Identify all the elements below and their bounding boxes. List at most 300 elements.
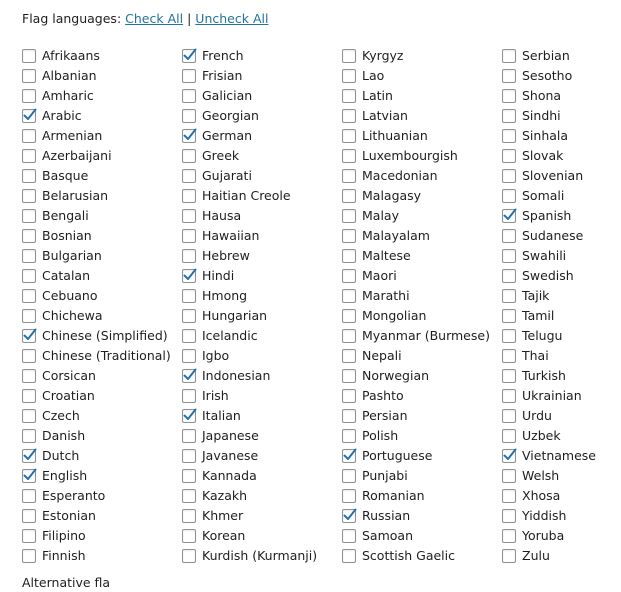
language-checkbox[interactable] bbox=[182, 269, 196, 283]
language-checkbox[interactable] bbox=[502, 329, 516, 343]
language-checkbox-grid bbox=[22, 46, 612, 566]
language-checkbox[interactable] bbox=[182, 369, 196, 383]
language-label: Croatian bbox=[42, 388, 95, 403]
language-label: Finnish bbox=[42, 548, 86, 563]
language-checkbox[interactable] bbox=[342, 49, 356, 63]
language-option[interactable] bbox=[342, 286, 502, 306]
language-label: Slovenian bbox=[522, 168, 584, 183]
language-option[interactable] bbox=[502, 386, 612, 406]
language-checkbox[interactable] bbox=[342, 269, 356, 283]
language-checkbox[interactable] bbox=[502, 289, 516, 303]
language-label: Chichewa bbox=[42, 308, 103, 323]
language-option[interactable] bbox=[342, 446, 502, 466]
language-checkbox[interactable] bbox=[22, 509, 36, 523]
language-checkbox[interactable] bbox=[182, 429, 196, 443]
language-checkbox[interactable] bbox=[342, 429, 356, 443]
language-option[interactable] bbox=[22, 306, 182, 326]
language-option[interactable] bbox=[182, 426, 342, 446]
language-option[interactable] bbox=[182, 246, 342, 266]
language-checkbox[interactable] bbox=[502, 89, 516, 103]
language-option[interactable] bbox=[342, 226, 502, 246]
language-checkbox[interactable] bbox=[22, 349, 36, 363]
language-checkbox[interactable] bbox=[342, 369, 356, 383]
language-label: Lithuanian bbox=[362, 128, 428, 143]
alternative-flags-label: Alternative fla bbox=[22, 575, 111, 590]
language-option[interactable] bbox=[182, 366, 342, 386]
language-label: Hmong bbox=[202, 288, 248, 303]
language-option[interactable] bbox=[22, 46, 182, 66]
language-checkbox[interactable] bbox=[22, 229, 36, 243]
language-option[interactable] bbox=[502, 46, 612, 66]
language-option[interactable] bbox=[342, 86, 502, 106]
checkmark-icon bbox=[22, 447, 38, 463]
language-checkbox[interactable] bbox=[182, 549, 196, 563]
language-label: Hebrew bbox=[202, 248, 250, 263]
language-label: Khmer bbox=[202, 508, 244, 523]
language-checkbox[interactable] bbox=[22, 69, 36, 83]
language-option[interactable] bbox=[502, 486, 612, 506]
language-option[interactable] bbox=[182, 406, 342, 426]
language-checkbox[interactable] bbox=[502, 269, 516, 283]
language-option[interactable] bbox=[182, 526, 342, 546]
language-label: Greek bbox=[202, 148, 240, 163]
language-option[interactable] bbox=[182, 286, 342, 306]
language-label: Gujarati bbox=[202, 168, 252, 183]
language-option[interactable] bbox=[22, 206, 182, 226]
language-label: Swahili bbox=[522, 248, 567, 263]
language-option[interactable] bbox=[22, 106, 182, 126]
language-checkbox[interactable] bbox=[502, 169, 516, 183]
language-label: Sinhala bbox=[522, 128, 569, 143]
language-option[interactable] bbox=[342, 266, 502, 286]
checkmark-icon bbox=[502, 447, 518, 463]
language-label: Polish bbox=[362, 428, 399, 443]
language-checkbox[interactable] bbox=[22, 329, 36, 343]
language-checkbox[interactable] bbox=[502, 549, 516, 563]
language-label: Norwegian bbox=[362, 368, 430, 383]
language-option[interactable] bbox=[502, 126, 612, 146]
language-checkbox[interactable] bbox=[22, 469, 36, 483]
language-label: English bbox=[42, 468, 88, 483]
language-option[interactable] bbox=[342, 166, 502, 186]
language-option[interactable] bbox=[182, 306, 342, 326]
language-label: Kazakh bbox=[202, 488, 248, 503]
language-option[interactable] bbox=[182, 506, 342, 526]
language-checkbox[interactable] bbox=[342, 89, 356, 103]
language-option[interactable] bbox=[182, 126, 342, 146]
language-option[interactable] bbox=[342, 66, 502, 86]
language-checkbox[interactable] bbox=[502, 129, 516, 143]
language-column bbox=[342, 46, 502, 566]
language-checkbox[interactable] bbox=[502, 309, 516, 323]
language-checkbox[interactable] bbox=[502, 349, 516, 363]
language-label: Malagasy bbox=[362, 188, 422, 203]
language-label: Xhosa bbox=[522, 488, 561, 503]
language-column bbox=[22, 46, 182, 566]
language-option[interactable] bbox=[22, 246, 182, 266]
language-option[interactable] bbox=[502, 506, 612, 526]
language-checkbox[interactable] bbox=[342, 309, 356, 323]
language-checkbox[interactable] bbox=[22, 309, 36, 323]
language-option[interactable] bbox=[182, 186, 342, 206]
language-label: Hindi bbox=[202, 268, 235, 283]
language-label: Somali bbox=[522, 188, 565, 203]
language-option[interactable] bbox=[342, 206, 502, 226]
language-checkbox[interactable] bbox=[342, 449, 356, 463]
language-checkbox[interactable] bbox=[502, 249, 516, 263]
language-label: Kannada bbox=[202, 468, 257, 483]
language-checkbox[interactable] bbox=[182, 449, 196, 463]
language-label: Bosnian bbox=[42, 228, 92, 243]
language-label: Maori bbox=[362, 268, 397, 283]
language-checkbox[interactable] bbox=[22, 129, 36, 143]
language-option[interactable] bbox=[182, 146, 342, 166]
language-checkbox[interactable] bbox=[502, 389, 516, 403]
language-checkbox[interactable] bbox=[22, 209, 36, 223]
language-option[interactable] bbox=[22, 446, 182, 466]
language-label: Serbian bbox=[522, 48, 570, 63]
language-checkbox[interactable] bbox=[22, 109, 36, 123]
language-option[interactable] bbox=[22, 186, 182, 206]
language-checkbox[interactable] bbox=[22, 169, 36, 183]
language-option[interactable] bbox=[502, 466, 612, 486]
language-checkbox[interactable] bbox=[182, 49, 196, 63]
language-label: Pashto bbox=[362, 388, 404, 403]
language-label: Tajik bbox=[522, 288, 550, 303]
checkmark-icon bbox=[182, 367, 198, 383]
language-checkbox[interactable] bbox=[182, 229, 196, 243]
language-option[interactable] bbox=[502, 546, 612, 566]
language-option[interactable] bbox=[22, 266, 182, 286]
language-checkbox[interactable] bbox=[22, 289, 36, 303]
language-label: Sudanese bbox=[522, 228, 584, 243]
language-label: Armenian bbox=[42, 128, 103, 143]
language-checkbox[interactable] bbox=[182, 189, 196, 203]
language-label: Uzbek bbox=[522, 428, 561, 443]
language-checkbox[interactable] bbox=[182, 489, 196, 503]
language-label: Hausa bbox=[202, 208, 242, 223]
language-checkbox[interactable] bbox=[342, 109, 356, 123]
language-label: Thai bbox=[522, 348, 549, 363]
language-checkbox[interactable] bbox=[22, 369, 36, 383]
language-label: Kyrgyz bbox=[362, 48, 404, 63]
language-option[interactable] bbox=[342, 486, 502, 506]
flag-languages-header bbox=[22, 10, 268, 28]
language-option[interactable] bbox=[182, 546, 342, 566]
language-checkbox[interactable] bbox=[22, 49, 36, 63]
language-column bbox=[502, 46, 612, 566]
language-option[interactable] bbox=[342, 46, 502, 66]
language-checkbox[interactable] bbox=[502, 209, 516, 223]
language-checkbox[interactable] bbox=[502, 449, 516, 463]
language-checkbox[interactable] bbox=[22, 389, 36, 403]
language-option[interactable] bbox=[342, 106, 502, 126]
language-label: Italian bbox=[202, 408, 241, 423]
language-option[interactable] bbox=[182, 466, 342, 486]
language-checkbox[interactable] bbox=[342, 469, 356, 483]
language-option[interactable] bbox=[182, 166, 342, 186]
language-option[interactable] bbox=[182, 206, 342, 226]
language-checkbox[interactable] bbox=[502, 509, 516, 523]
language-option[interactable] bbox=[22, 66, 182, 86]
language-checkbox[interactable] bbox=[502, 189, 516, 203]
language-label: Slovak bbox=[522, 148, 564, 163]
language-checkbox[interactable] bbox=[182, 509, 196, 523]
language-label: Yiddish bbox=[522, 508, 567, 523]
language-label: Esperanto bbox=[42, 488, 106, 503]
language-option[interactable] bbox=[342, 506, 502, 526]
language-label: Spanish bbox=[522, 208, 572, 223]
language-option[interactable] bbox=[182, 386, 342, 406]
language-option[interactable] bbox=[182, 86, 342, 106]
language-checkbox[interactable] bbox=[342, 389, 356, 403]
language-checkbox[interactable] bbox=[342, 409, 356, 423]
language-checkbox[interactable] bbox=[342, 229, 356, 243]
language-checkbox[interactable] bbox=[342, 529, 356, 543]
language-option[interactable] bbox=[342, 386, 502, 406]
language-checkbox[interactable] bbox=[22, 549, 36, 563]
language-label: Amharic bbox=[42, 88, 94, 103]
language-option[interactable] bbox=[502, 426, 612, 446]
language-option[interactable] bbox=[502, 526, 612, 546]
language-label: Hawaiian bbox=[202, 228, 260, 243]
language-option[interactable] bbox=[502, 166, 612, 186]
language-checkbox[interactable] bbox=[502, 369, 516, 383]
language-checkbox[interactable] bbox=[182, 209, 196, 223]
language-label: Malay bbox=[362, 208, 399, 223]
language-label: Scottish Gaelic bbox=[362, 548, 455, 563]
language-label: Kurdish (Kurmanji) bbox=[202, 548, 318, 563]
language-column bbox=[182, 46, 342, 566]
language-option[interactable] bbox=[22, 366, 182, 386]
language-checkbox[interactable] bbox=[342, 149, 356, 163]
language-checkbox[interactable] bbox=[342, 189, 356, 203]
language-option[interactable] bbox=[182, 106, 342, 126]
language-checkbox[interactable] bbox=[182, 149, 196, 163]
language-option[interactable] bbox=[182, 346, 342, 366]
language-checkbox[interactable] bbox=[342, 349, 356, 363]
language-option[interactable] bbox=[22, 226, 182, 246]
language-checkbox[interactable] bbox=[502, 429, 516, 443]
language-label: Afrikaans bbox=[42, 48, 100, 63]
language-option[interactable] bbox=[342, 466, 502, 486]
language-label: Belarusian bbox=[42, 188, 109, 203]
language-label: Zulu bbox=[522, 548, 550, 563]
language-label: Malayalam bbox=[362, 228, 430, 243]
language-checkbox[interactable] bbox=[22, 449, 36, 463]
language-option[interactable] bbox=[342, 426, 502, 446]
language-checkbox[interactable] bbox=[182, 129, 196, 143]
language-checkbox[interactable] bbox=[502, 529, 516, 543]
language-checkbox[interactable] bbox=[342, 69, 356, 83]
language-option[interactable] bbox=[182, 326, 342, 346]
language-label: Indonesian bbox=[202, 368, 271, 383]
language-checkbox[interactable] bbox=[22, 489, 36, 503]
language-option[interactable] bbox=[22, 386, 182, 406]
checkmark-icon bbox=[182, 407, 198, 423]
language-option[interactable] bbox=[342, 526, 502, 546]
language-checkbox[interactable] bbox=[22, 89, 36, 103]
language-label: Catalan bbox=[42, 268, 91, 283]
checkmark-icon bbox=[22, 327, 38, 343]
language-option[interactable] bbox=[342, 186, 502, 206]
language-option[interactable] bbox=[502, 66, 612, 86]
language-checkbox[interactable] bbox=[182, 409, 196, 423]
language-checkbox[interactable] bbox=[182, 349, 196, 363]
language-checkbox[interactable] bbox=[182, 469, 196, 483]
language-option[interactable] bbox=[502, 266, 612, 286]
language-label: Hungarian bbox=[202, 308, 268, 323]
language-option[interactable] bbox=[502, 326, 612, 346]
language-option[interactable] bbox=[342, 146, 502, 166]
language-checkbox[interactable] bbox=[182, 289, 196, 303]
language-option[interactable] bbox=[22, 346, 182, 366]
language-label: Turkish bbox=[522, 368, 566, 383]
language-option[interactable] bbox=[342, 366, 502, 386]
language-label: Icelandic bbox=[202, 328, 258, 343]
language-checkbox[interactable] bbox=[182, 89, 196, 103]
language-checkbox[interactable] bbox=[342, 329, 356, 343]
language-option[interactable] bbox=[182, 446, 342, 466]
language-checkbox[interactable] bbox=[22, 409, 36, 423]
language-checkbox[interactable] bbox=[22, 189, 36, 203]
language-option[interactable] bbox=[502, 346, 612, 366]
language-label: Latin bbox=[362, 88, 393, 103]
language-checkbox[interactable] bbox=[342, 489, 356, 503]
language-label: Javanese bbox=[202, 448, 259, 463]
language-option[interactable] bbox=[342, 246, 502, 266]
language-label: German bbox=[202, 128, 253, 143]
language-option[interactable] bbox=[502, 206, 612, 226]
language-label: Georgian bbox=[202, 108, 259, 123]
language-checkbox[interactable] bbox=[342, 209, 356, 223]
language-option[interactable] bbox=[22, 86, 182, 106]
language-label: Albanian bbox=[42, 68, 97, 83]
language-checkbox[interactable] bbox=[502, 109, 516, 123]
language-checkbox[interactable] bbox=[22, 249, 36, 263]
language-checkbox[interactable] bbox=[502, 149, 516, 163]
language-option[interactable] bbox=[502, 306, 612, 326]
checkmark-icon bbox=[342, 507, 358, 523]
language-label: Tamil bbox=[522, 308, 555, 323]
language-checkbox[interactable] bbox=[342, 129, 356, 143]
language-option[interactable] bbox=[502, 186, 612, 206]
language-checkbox[interactable] bbox=[342, 549, 356, 563]
language-checkbox[interactable] bbox=[342, 169, 356, 183]
language-option[interactable] bbox=[502, 146, 612, 166]
language-checkbox[interactable] bbox=[502, 489, 516, 503]
language-checkbox[interactable] bbox=[22, 529, 36, 543]
language-label: Sesotho bbox=[522, 68, 573, 83]
language-option[interactable] bbox=[22, 146, 182, 166]
language-label: Estonian bbox=[42, 508, 96, 523]
language-option[interactable] bbox=[342, 546, 502, 566]
language-option[interactable] bbox=[22, 326, 182, 346]
language-label: Swedish bbox=[522, 268, 574, 283]
language-label: Telugu bbox=[522, 328, 563, 343]
language-label: Filipino bbox=[42, 528, 86, 543]
language-checkbox[interactable] bbox=[342, 249, 356, 263]
language-checkbox[interactable] bbox=[22, 429, 36, 443]
language-label: Corsican bbox=[42, 368, 96, 383]
language-checkbox[interactable] bbox=[22, 149, 36, 163]
language-label: Luxembourgish bbox=[362, 148, 458, 163]
language-checkbox[interactable] bbox=[182, 249, 196, 263]
language-checkbox[interactable] bbox=[502, 229, 516, 243]
language-label: Mongolian bbox=[362, 308, 427, 323]
language-option[interactable] bbox=[22, 526, 182, 546]
language-option[interactable] bbox=[502, 246, 612, 266]
language-checkbox[interactable] bbox=[502, 409, 516, 423]
language-checkbox[interactable] bbox=[502, 69, 516, 83]
language-option[interactable] bbox=[502, 366, 612, 386]
language-option[interactable] bbox=[22, 166, 182, 186]
language-label: Samoan bbox=[362, 528, 414, 543]
language-option[interactable] bbox=[22, 406, 182, 426]
language-option[interactable] bbox=[342, 346, 502, 366]
language-checkbox[interactable] bbox=[502, 469, 516, 483]
language-option[interactable] bbox=[502, 406, 612, 426]
language-option[interactable] bbox=[22, 426, 182, 446]
language-option[interactable] bbox=[502, 226, 612, 246]
language-label: Marathi bbox=[362, 288, 410, 303]
language-checkbox[interactable] bbox=[182, 109, 196, 123]
language-option[interactable] bbox=[22, 126, 182, 146]
language-option[interactable] bbox=[22, 486, 182, 506]
language-checkbox[interactable] bbox=[342, 289, 356, 303]
checkmark-icon bbox=[502, 207, 518, 223]
language-label: Russian bbox=[362, 508, 411, 523]
language-option[interactable] bbox=[502, 106, 612, 126]
checkmark-icon bbox=[22, 107, 38, 123]
language-checkbox[interactable] bbox=[342, 509, 356, 523]
language-checkbox[interactable] bbox=[182, 169, 196, 183]
language-option[interactable] bbox=[182, 486, 342, 506]
language-option[interactable] bbox=[502, 446, 612, 466]
language-option[interactable] bbox=[502, 86, 612, 106]
language-label: Dutch bbox=[42, 448, 80, 463]
language-checkbox[interactable] bbox=[22, 269, 36, 283]
language-checkbox[interactable] bbox=[182, 309, 196, 323]
language-option[interactable] bbox=[502, 286, 612, 306]
language-option[interactable] bbox=[22, 286, 182, 306]
language-label: Punjabi bbox=[362, 468, 408, 483]
language-option[interactable] bbox=[342, 306, 502, 326]
language-label: Bengali bbox=[42, 208, 89, 223]
language-checkbox[interactable] bbox=[182, 329, 196, 343]
language-option[interactable] bbox=[22, 466, 182, 486]
language-label: French bbox=[202, 48, 244, 63]
language-option[interactable] bbox=[342, 126, 502, 146]
language-option[interactable] bbox=[182, 46, 342, 66]
language-option[interactable] bbox=[182, 66, 342, 86]
uncheck-all-link[interactable]: Uncheck All bbox=[195, 11, 269, 26]
language-checkbox[interactable] bbox=[502, 49, 516, 63]
language-option[interactable] bbox=[22, 506, 182, 526]
language-checkbox[interactable] bbox=[182, 529, 196, 543]
language-option[interactable] bbox=[342, 326, 502, 346]
language-checkbox[interactable] bbox=[182, 69, 196, 83]
language-option[interactable] bbox=[182, 266, 342, 286]
language-option[interactable] bbox=[342, 406, 502, 426]
language-option[interactable] bbox=[182, 226, 342, 246]
language-option[interactable] bbox=[22, 546, 182, 566]
language-label: Irish bbox=[202, 388, 229, 403]
language-checkbox[interactable] bbox=[182, 389, 196, 403]
language-label: Nepali bbox=[362, 348, 402, 363]
check-all-link[interactable]: Check All bbox=[125, 11, 184, 26]
flag-languages-label: Flag languages: bbox=[22, 11, 122, 26]
